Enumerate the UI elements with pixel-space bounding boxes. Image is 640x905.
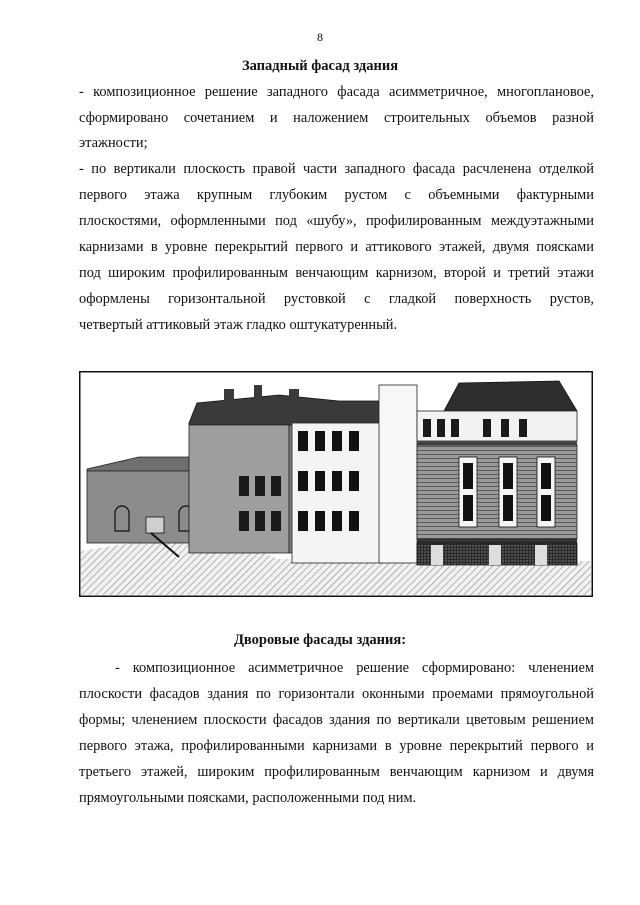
paragraph-line: - по вертикали плоскость правой части западного фасада расчленена отделкой — [79, 161, 594, 177]
paragraph-line: плоскостями, оформленными под «шубу», профилированным междуэтажными — [79, 213, 594, 229]
west-facade-drawing — [79, 371, 593, 597]
paragraph-line: карнизами в уровне перекрытий первого и аттикового этажей, двумя поясками — [79, 239, 594, 255]
paragraph-line: этажности; — [79, 135, 148, 151]
paragraph-line: третьего этажей, широким профилированным венчающим карнизом и двумя — [79, 764, 594, 780]
paragraph-line: первого этажа, профилированными карнизами в уровне перекрытий первого и — [79, 738, 594, 754]
paragraph-line: под широким профилированным венчающим карнизом, второй и третий этажи — [79, 265, 594, 281]
paragraph-line: плоскости фасадов здания по горизонтали оконными проемами прямоугольной — [79, 686, 594, 702]
paragraph-line: первого этажа крупным глубоким рустом с объемными фактурными — [79, 187, 594, 203]
paragraph-line: сформировано сочетанием и наложением строительных объемов разной — [79, 110, 594, 126]
paragraph-line: - композиционное асимметричное решение сформировано: членением — [115, 660, 594, 676]
section-title-courtyard-facades: Дворовые фасады здания: — [233, 632, 407, 648]
paragraph-line: прямоугольными поясками, расположенными под ним. — [79, 790, 417, 806]
paragraph-line: формы; членением плоскости фасадов здания по вертикали цветовым решением — [79, 712, 594, 728]
paragraph-line: - композиционное решение западного фасада асимметричное, многоплановое, — [79, 84, 594, 100]
section-title-west-facade: Западный фасад здания — [241, 58, 399, 74]
paragraph-line: оформлены горизонтальной рустовкой с гладкой поверхность рустов, — [79, 291, 594, 307]
paragraph-line: четвертый аттиковый этаж гладко оштукатуренный. — [79, 317, 398, 333]
page-number: 8 — [317, 30, 323, 44]
